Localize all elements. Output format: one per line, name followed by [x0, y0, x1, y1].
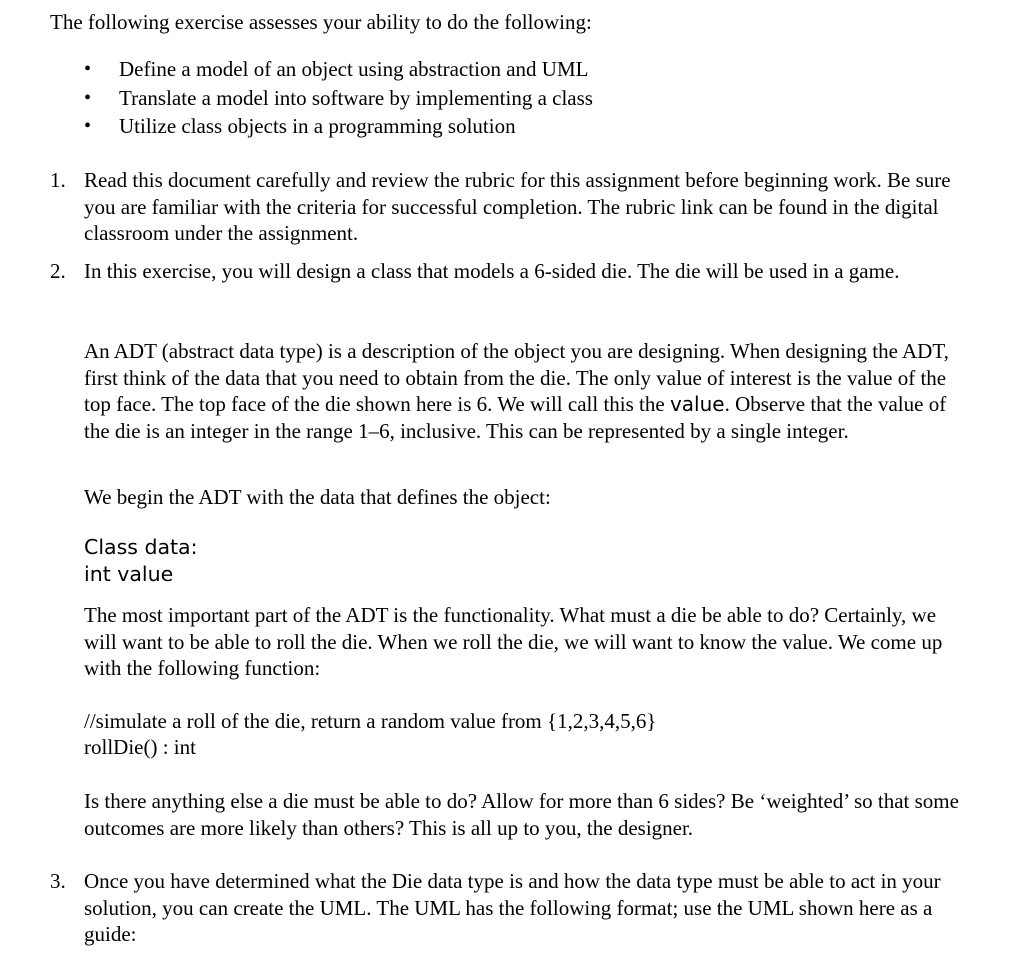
- bullet-icon: •: [84, 58, 92, 80]
- function-comment: //simulate a roll of the die, return a random value from {1,2,3,4,5,6}: [84, 709, 657, 733]
- bullet-icon: •: [84, 86, 92, 109]
- adt-text-before: An ADT (abstract data type) is a description of the object you are designing. When designing the ADT, first think of the data that you need to obtain from the die. The only value of interest is the value of the top face. The top face of the die shown here is 6. We will call this the: [84, 339, 949, 416]
- step-number: 3.: [50, 869, 66, 893]
- objective-item: [0, 112, 593, 141]
- functionality-paragraph: The most important part of the ADT is the functionality. What must a die be able to do? Certainly, we will want to be able to roll the die. When we roll the die, we will want to know the value. We come up with the following function:: [84, 603, 943, 680]
- step-2-text: In this exercise, you will design a class that models a 6-sided die. The die will be used in a game.: [84, 259, 900, 283]
- step-number: 1.: [50, 168, 66, 192]
- objective-text: Define a model of an object using abstraction and UML: [119, 57, 589, 81]
- step-3-text: Once you have determined what the Die data type is and how the data type must be able to act in your solution, you can create the UML. The UML has the following format; use the UML shown here as a guide:: [84, 869, 941, 946]
- step-1-text: Read this document carefully and review the rubric for this assignment before beginning work. Be sure you are familiar with the criteria for successful completion. The rubric link can be found in the digital classroom under the assignment.: [84, 168, 951, 245]
- intro-text: The following exercise assesses your ability to do the following:: [50, 10, 592, 34]
- begin-adt-text: We begin the ADT with the data that defines the object:: [84, 485, 551, 509]
- objectives-list: [0, 55, 593, 141]
- objective-text: Translate a model into software by implementing a class: [119, 85, 593, 110]
- objective-item: [0, 84, 593, 113]
- objective-item: [0, 55, 593, 84]
- step-number: 2.: [50, 259, 66, 283]
- bullet-icon: •: [84, 115, 92, 137]
- adt-code-value: value: [669, 392, 725, 416]
- class-data-label: Class data:: [84, 535, 198, 559]
- adt-text-after: . Observe that the value of the die is an integer in the range 1–6, inclusive. This can be represented by a single integer.: [84, 392, 947, 443]
- function-signature: rollDie() : int: [84, 735, 196, 759]
- adt-paragraph: [84, 338, 964, 444]
- objective-text: Utilize class objects in a programming solution: [119, 114, 516, 138]
- question-paragraph: Is there anything else a die must be able to do? Allow for more than 6 sides? Be ‘weighted’ so that some outcomes are more likely than others? This is all up to you, the designer.: [84, 789, 959, 840]
- class-data-value: int value: [84, 562, 174, 586]
